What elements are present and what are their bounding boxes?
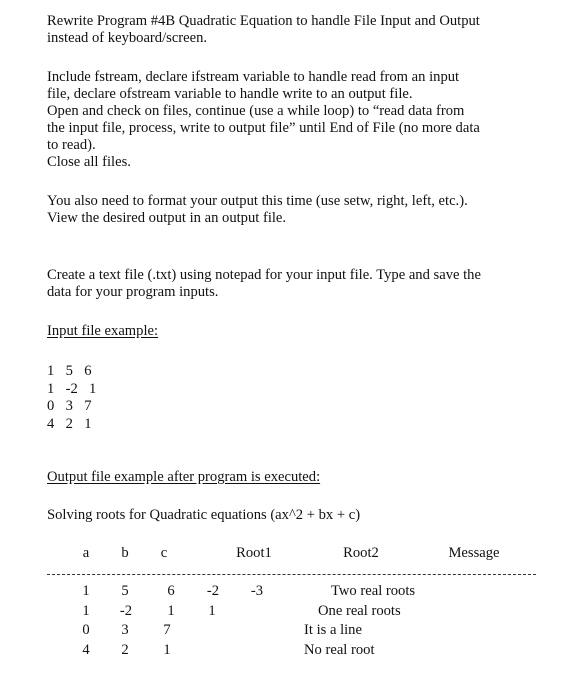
create-file-paragraph bbox=[47, 267, 547, 301]
include-line-4: the input file, process, write to output file” until End of File (no more data bbox=[47, 120, 480, 136]
include-line-1: Include fstream, declare ifstream variable to handle read from an input bbox=[47, 69, 460, 85]
table-divider bbox=[47, 574, 536, 575]
table-cell-root1: -2 bbox=[206, 583, 220, 599]
create-line-2: data for your program inputs. bbox=[47, 284, 219, 300]
column-header-a: a bbox=[82, 545, 90, 561]
solving-roots-line: Solving roots for Quadratic equations (ax^2 + bx + c) bbox=[47, 507, 361, 523]
include-line-5: to read). bbox=[47, 137, 96, 153]
table-cell-b: -2 bbox=[119, 603, 133, 619]
intro-line-1: Rewrite Program #4B Quadratic Equation to handle File Input and Output bbox=[47, 13, 480, 29]
input-line: 1 -2 1 bbox=[47, 380, 97, 397]
format-line-2: View the desired output in an output file. bbox=[47, 210, 287, 226]
include-line-3: Open and check on files, continue (use a while loop) to “read data from bbox=[47, 103, 465, 119]
table-cell-message: It is a line bbox=[304, 622, 362, 638]
include-line-2: file, declare ofstream variable to handle write to an output file. bbox=[47, 86, 413, 102]
include-line-6: Close all files. bbox=[47, 154, 131, 170]
input-line: 4 2 1 bbox=[47, 415, 92, 432]
table-cell-root1: 1 bbox=[208, 603, 216, 619]
include-paragraph bbox=[47, 69, 547, 171]
table-cell-b: 2 bbox=[121, 642, 129, 658]
table-cell-b: 5 bbox=[121, 583, 129, 599]
intro-paragraph bbox=[47, 13, 547, 47]
input-line: 0 3 7 bbox=[47, 398, 92, 414]
format-line-1: You also need to format your output this time (use setw, right, left, etc.). bbox=[47, 193, 468, 209]
table-cell-c: 1 bbox=[167, 603, 175, 619]
table-cell-message: No real root bbox=[304, 642, 375, 658]
column-header-root1: Root1 bbox=[236, 545, 272, 561]
table-cell-a: 1 bbox=[82, 603, 90, 619]
column-header-root2: Root2 bbox=[343, 545, 379, 561]
table-cell-c: 7 bbox=[163, 622, 171, 638]
table-cell-c: 6 bbox=[167, 583, 175, 599]
table-cell-message: Two real roots bbox=[331, 583, 416, 599]
table-cell-root2: -3 bbox=[250, 583, 264, 599]
format-paragraph bbox=[47, 193, 547, 227]
column-header-c: c bbox=[160, 545, 168, 561]
input-line: 1 5 6 bbox=[47, 363, 92, 379]
column-header-message: Message bbox=[448, 545, 500, 561]
table-cell-message: One real roots bbox=[318, 603, 401, 619]
table-cell-c: 1 bbox=[163, 642, 171, 658]
intro-line-2: instead of keyboard/screen. bbox=[47, 30, 208, 46]
output-example-heading: Output file example after program is executed: bbox=[47, 469, 321, 485]
column-header-b: b bbox=[121, 545, 129, 561]
create-line-1: Create a text file (.txt) using notepad for your input file. Type and save the bbox=[47, 267, 481, 283]
table-cell-a: 4 bbox=[82, 642, 90, 658]
input-example-heading: Input file example: bbox=[47, 323, 159, 339]
input-example-lines bbox=[47, 363, 96, 433]
table-cell-a: 1 bbox=[82, 583, 90, 599]
table-cell-b: 3 bbox=[121, 622, 129, 638]
table-cell-a: 0 bbox=[82, 622, 90, 638]
